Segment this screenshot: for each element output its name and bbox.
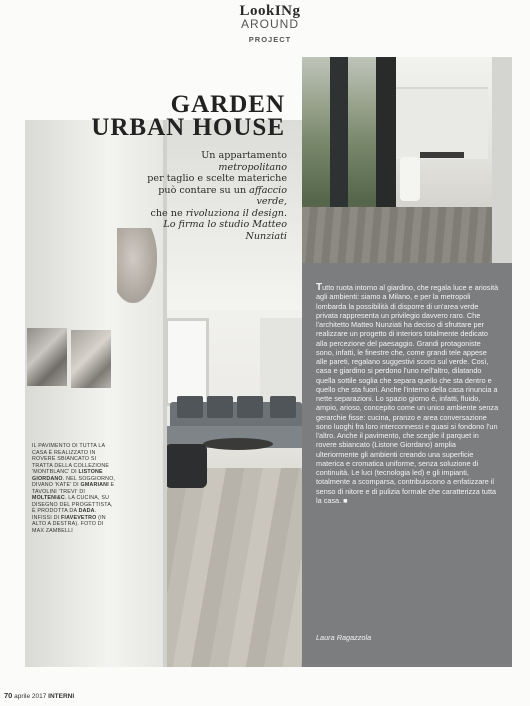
masthead-around: AROUND bbox=[240, 17, 299, 31]
marble-artwork bbox=[27, 328, 67, 386]
headline-line-2: URBAN HOUSE bbox=[91, 114, 285, 141]
section-masthead bbox=[225, 4, 315, 44]
issue-date: aprile 2017 bbox=[14, 693, 47, 700]
photo-caption: IL PAVIMENTO DI TUTTA LA CASA È REALIZZATO IN ROVERE SBIANCATO SI TRATTA DELLA COLLEZIONE 'MONTBLANC' DI LISTONE GIORDANO. NEL SOGGIORNO, DIVANO 'KATE' DI GMARIANI E TAVOLINI 'TREVI' DI MOLTENI&C. LA CUCINA, SU DISEGNO DEL PROGETTISTA, È PRODOTTA DA DADA. INFISSI DI FIAVEVETRO (IN ALTO A DESTRA). FOTO DI MAX ZAMBELLI bbox=[32, 443, 116, 534]
pouf bbox=[165, 444, 207, 488]
cushion bbox=[270, 396, 296, 418]
cushion bbox=[237, 396, 263, 418]
window bbox=[165, 318, 209, 406]
drop-cap: T bbox=[316, 282, 323, 293]
dining-table bbox=[420, 152, 464, 158]
article-subhead: Un appartamento metropolitano per taglio e scelte materiche può contare su un affaccio verde, che ne rivoluziona il design. Lo firma lo studio Matteo Nunziati bbox=[147, 150, 287, 242]
coffee-table bbox=[203, 438, 273, 450]
kitchen-garden-photo bbox=[302, 57, 512, 263]
article-headline bbox=[85, 93, 285, 139]
chair bbox=[400, 157, 420, 201]
kitchen-cabinet bbox=[396, 87, 488, 159]
cushion bbox=[177, 396, 203, 418]
section-label: PROJECT bbox=[248, 35, 292, 44]
page-footer bbox=[4, 691, 74, 700]
article-body: Tutto ruota intorno al giardino, che regala luce e ariosità agli ambienti: siamo a Milano, e per la metropoli lombarda la possibilità di disporre di un'area verde privata rappresenta un privilegio davvero raro. Che l'architetto Matteo Nunziati ha deciso di sfruttare per realizzare un progetto di interiors totalmente dedicato alla percezione del paesaggio. Grandi protagoniste sono, infatti, le finestre che, come grandi tele appese alle pareti, regalano suggestivi scorci sul verde. Così, casa e giardino si perdono l'uno nell'altro, dilatando quella sottile soglia che separa quello che sta dentro e quello che sta fuori. Anche l'interno della casa rinuncia a nette separazioni. Lo spazio giorno è, infatti, fluido, ampio, arioso, concepito come un unico ambiente senza gerarchie fisse: cucina, pranzo e area conversazione sono luoghi fra loro interconnessi e quasi si fondono l'un l'altro. Anche il pavimento, che sceglie il parquet in rovere sbiancato (Listone Giordano) amplia ulteriormente gli ambienti creando una superficie materica e cromatica uniforme, senza soluzione di continuità. Le luci (tecnologia led) e gli impianti, totalmente a scomparsa, contribuiscono a enfatizzare il senso di nitore e di pulizia formale che caratterizza tutta la casa. ■ bbox=[316, 282, 499, 505]
author-byline: Laura Ragazzola bbox=[316, 633, 372, 642]
page-number: 70 bbox=[4, 691, 13, 700]
masthead-looking: LookINg bbox=[239, 3, 301, 19]
marble-artwork bbox=[71, 330, 111, 388]
article-text-panel bbox=[302, 263, 512, 667]
cushion bbox=[207, 396, 233, 418]
magazine-name: INTERNI bbox=[48, 693, 75, 700]
headline-line-1: GARDEN bbox=[170, 91, 285, 118]
deck-floor bbox=[302, 207, 512, 263]
